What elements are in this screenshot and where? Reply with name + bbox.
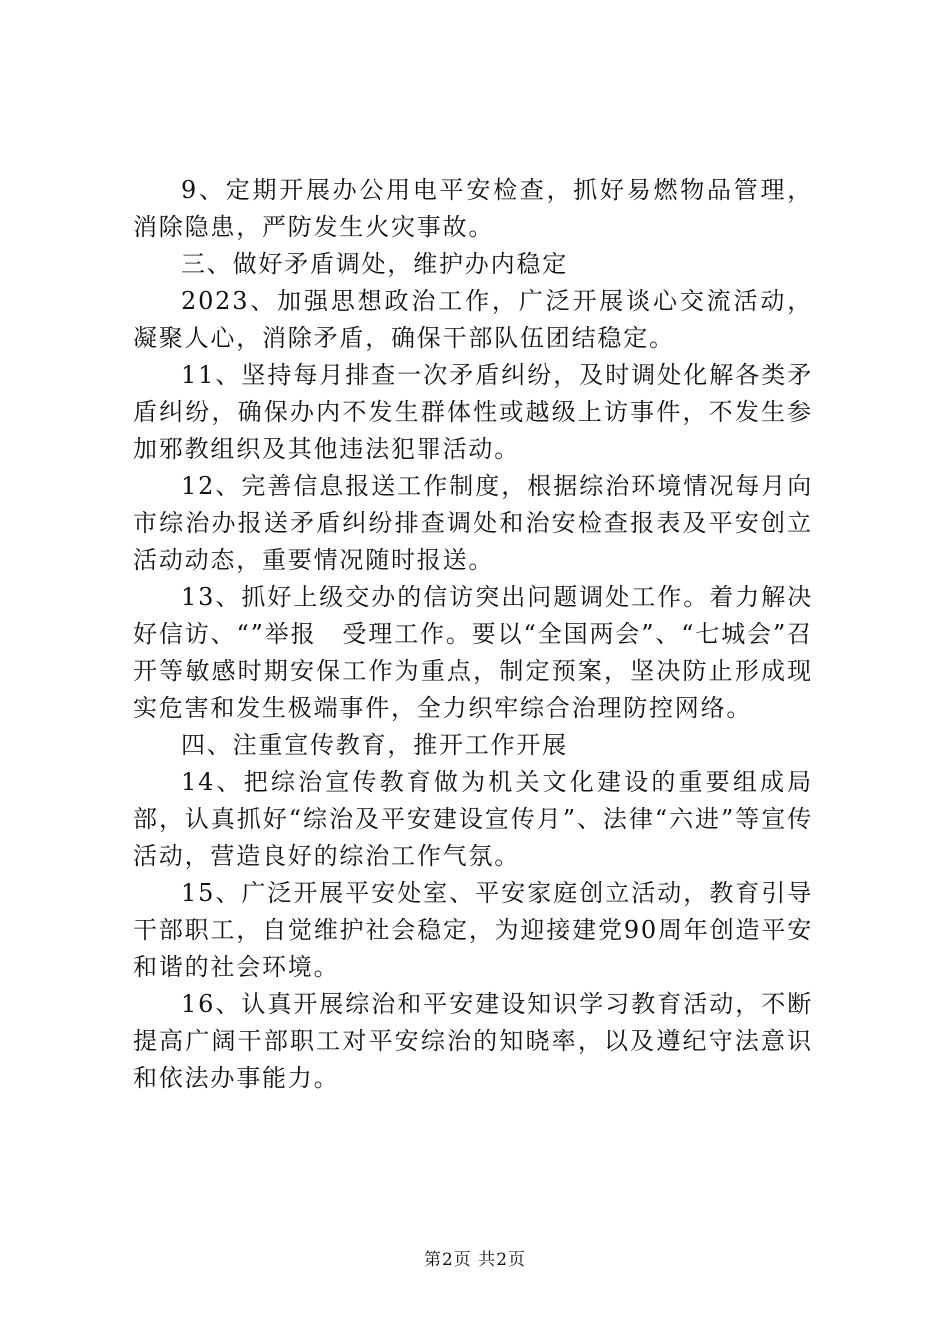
paragraph-item-13: 13、抓好上级交办的信访突出问题调处工作。着力解决好信访、“”举报 受理工作。要以“全国两会”、“七城会”召开等敏感时期安保工作为重点，制定预案，坚决防止形成现实危害和发生极端事件，全力织牢综合治理防控网络。	[133, 583, 813, 722]
paragraph-item-16: 16、认真开展综治和平安建设知识学习教育活动，不断提高广阔干部职工对平安综治的知晓率，以及遵纪守法意识和依法办事能力。	[133, 990, 813, 1092]
section-heading-4: 四、注重宣传教育，推开工作开展	[181, 731, 568, 759]
page-number-footer: 第2页 共2页	[423, 1250, 527, 1270]
paragraph-item-15: 15、广泛开展平安处室、平安家庭创立活动，教育引导干部职工，自觉维护社会稳定，为迎接建党90周年创造平安和谐的社会环境。	[133, 879, 813, 981]
paragraph-item-10: 2023、加强思想政治工作，广泛开展谈心交流活动，凝聚人心，消除矛盾，确保干部队伍团结稳定。	[133, 287, 813, 352]
paragraph-item-9: 9、定期开展办公用电平安检查，抓好易燃物品管理，消除隐患，严防发生火灾事故。	[133, 176, 813, 241]
paragraph-item-14: 14、把综治宣传教育做为机关文化建设的重要组成局部，认真抓好“综治及平安建设宣传月”、法律“六进”等宣传活动，营造良好的综治工作气氛。	[133, 768, 813, 870]
paragraph-item-11: 11、坚持每月排查一次矛盾纠纷，及时调处化解各类矛盾纠纷，确保办内不发生群体性或越级上访事件，不发生参加邪教组织及其他违法犯罪活动。	[133, 361, 813, 463]
section-heading-3: 三、做好矛盾调处，维护办内稳定	[181, 250, 568, 278]
document-body	[133, 172, 813, 1097]
paragraph-item-12: 12、完善信息报送工作制度，根据综治环境情况每月向市综治办报送矛盾纠纷排查调处和治安检查报表及平安创立活动动态，重要情况随时报送。	[133, 472, 813, 574]
